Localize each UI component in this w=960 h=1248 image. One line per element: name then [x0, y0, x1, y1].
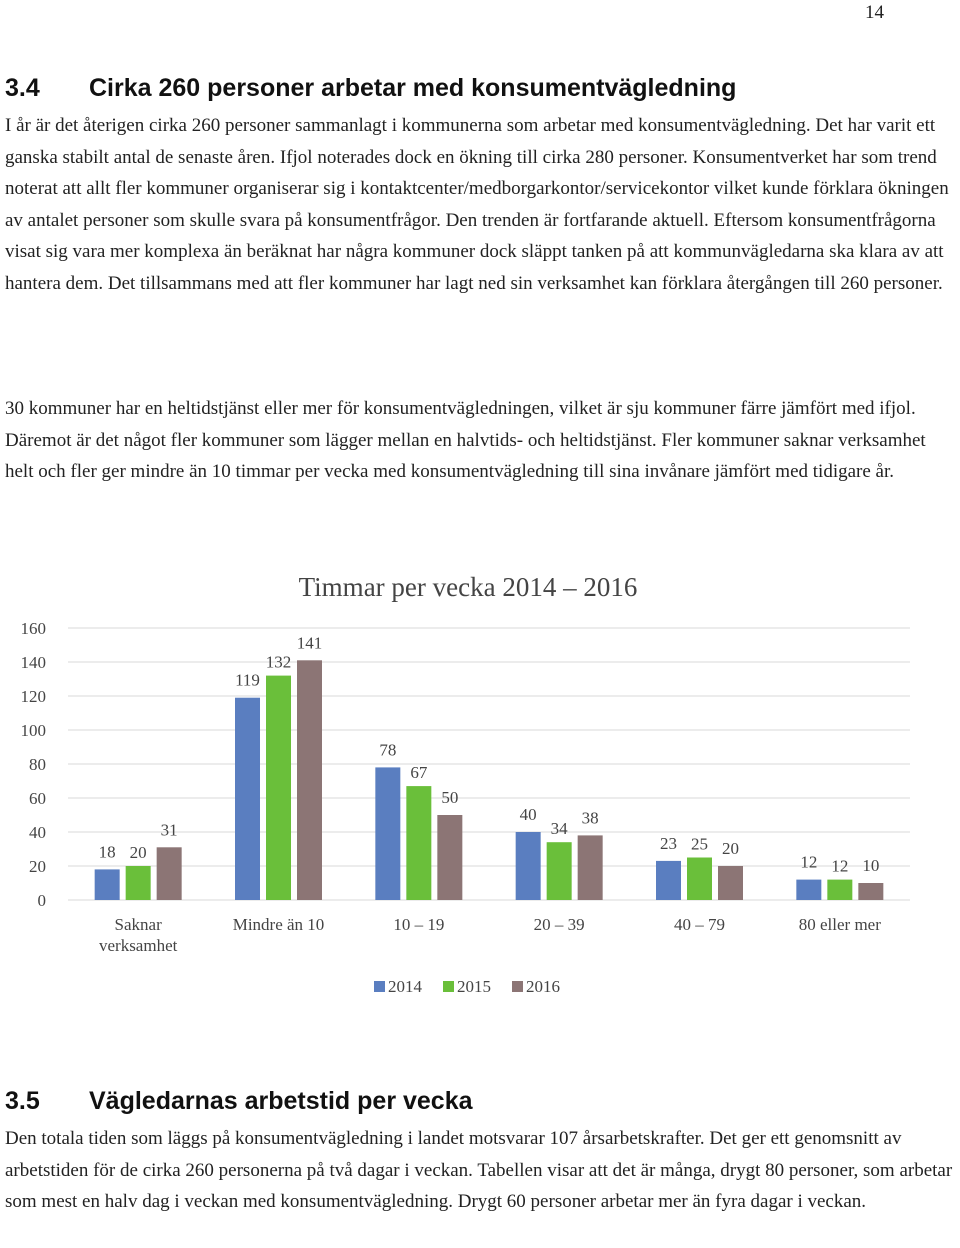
category-label: Saknar	[114, 915, 162, 934]
bar-2015	[827, 880, 852, 900]
y-tick-label: 160	[20, 619, 46, 638]
data-label: 119	[235, 670, 260, 690]
category-label: 40 – 79	[674, 915, 725, 934]
bar-2014	[375, 767, 400, 900]
bar-2014	[516, 832, 541, 900]
bar-2015	[406, 786, 431, 900]
bar-2016	[437, 815, 462, 900]
section-number: 3.4	[5, 74, 40, 102]
y-tick-label: 120	[20, 687, 46, 706]
data-label: 34	[550, 819, 568, 839]
y-tick-label: 60	[29, 789, 46, 808]
data-label: 12	[831, 856, 849, 876]
bar-2016	[297, 660, 322, 900]
bar-2014	[235, 698, 260, 900]
bar-2016	[718, 866, 743, 900]
bar-2014	[796, 880, 821, 900]
y-tick-label: 100	[20, 721, 46, 740]
data-label: 10	[862, 856, 880, 875]
data-label: 31	[160, 820, 178, 840]
data-label: 20	[129, 843, 147, 862]
legend-label: 2016	[526, 977, 560, 996]
legend-label: 2015	[457, 977, 491, 996]
section-heading-3-4	[5, 74, 736, 103]
data-label: 25	[691, 834, 708, 854]
data-label: 132	[265, 652, 292, 672]
category-label: 10 – 19	[393, 915, 445, 934]
category-label: Mindre än 10	[232, 915, 325, 934]
data-label: 141	[296, 633, 323, 653]
legend-swatch	[374, 981, 385, 992]
section-heading-3-5	[5, 1087, 473, 1116]
body-paragraph: I år är det återigen cirka 260 personer sammanlagt i kommunerna som arbetar med konsumentvägledning. Det har varit ett ganska stabilt antal de senaste åren. Ifjol noterades dock en ökning till cirka 280 personer. Konsumentverket har som trend noterat att allt fler kommuner organiserar sig i kontaktcenter/medborgarkontor/servicekontor vilket kunde förklara ökningen av antalet personer som skulle svara på konsumentfrågor. Den trenden är fortfarande aktuell. Eftersom konsumentfrågorna visat sig vara mer komplexa än beräknat har några kommuner dock släppt tanken på att kommunvägledarna ska klara av att hantera dem. Det tillsammans med att fler kommuner har lagt ned sin verksamhet kan förklara återgången till 260 personer.	[5, 115, 949, 294]
legend-label: 2014	[388, 977, 422, 996]
y-tick-label: 0	[37, 891, 46, 910]
category-label: verksamhet	[98, 936, 178, 955]
bar-2015	[547, 842, 572, 900]
category-label: 20 – 39	[533, 915, 585, 934]
data-label: 20	[722, 839, 739, 858]
bar-2016	[578, 835, 603, 900]
y-tick-label: 20	[29, 857, 46, 876]
data-label: 78	[379, 740, 397, 760]
y-tick-label: 40	[29, 823, 46, 842]
data-label: 23	[660, 833, 677, 853]
category-label: 80 eller mer	[798, 915, 881, 934]
body-paragraph: 30 kommuner har en heltidstjänst eller mer för konsumentvägledningen, vilket är sju kommuner färre jämfört med ifjol. Däremot är det något fler kommuner som lägger mellan en halvtids- och heltidstjänst. Fler kommuner saknar verksamhet helt och fler ger mindre än 10 timmar per vecka med konsumentvägledning till sina invånare jämfört med tidigare år.	[5, 398, 926, 482]
bar-2014	[656, 861, 681, 900]
data-label: 50	[441, 788, 459, 807]
y-tick-label: 140	[20, 653, 46, 672]
section-title: Cirka 260 personer arbetar med konsumentvägledning	[89, 74, 737, 102]
data-label: 18	[98, 842, 116, 862]
data-label: 38	[581, 808, 599, 828]
bar-2015	[687, 858, 712, 901]
data-label: 12	[800, 852, 818, 872]
bar-2016	[157, 847, 182, 900]
section-number: 3.5	[5, 1087, 40, 1115]
data-label: 67	[410, 763, 428, 783]
bar-2016	[858, 883, 883, 900]
bar-chart	[0, 560, 960, 1010]
y-tick-label: 80	[29, 755, 46, 774]
bar-2014	[95, 869, 120, 900]
legend-swatch	[512, 981, 523, 992]
data-label: 40	[519, 805, 537, 824]
section-title: Vägledarnas arbetstid per vecka	[89, 1087, 473, 1115]
page-number: 14	[865, 2, 884, 23]
bar-2015	[266, 676, 291, 900]
chart-title: Timmar per vecka 2014 – 2016	[298, 572, 638, 602]
bar-2015	[126, 866, 151, 900]
body-paragraph: Den totala tiden som läggs på konsumentvägledning i landet motsvarar 107 årsarbetskrafter. Det ger ett genomsnitt av arbetstiden för de cirka 260 personerna på två dagar i veckan. Tabellen visar att det är många, drygt 80 personer, som arbetar som mest en halv dag i veckan med konsumentvägledning. Drygt 60 personer arbetar mer än fyra dagar i veckan.	[5, 1128, 953, 1212]
legend-swatch	[443, 981, 454, 992]
